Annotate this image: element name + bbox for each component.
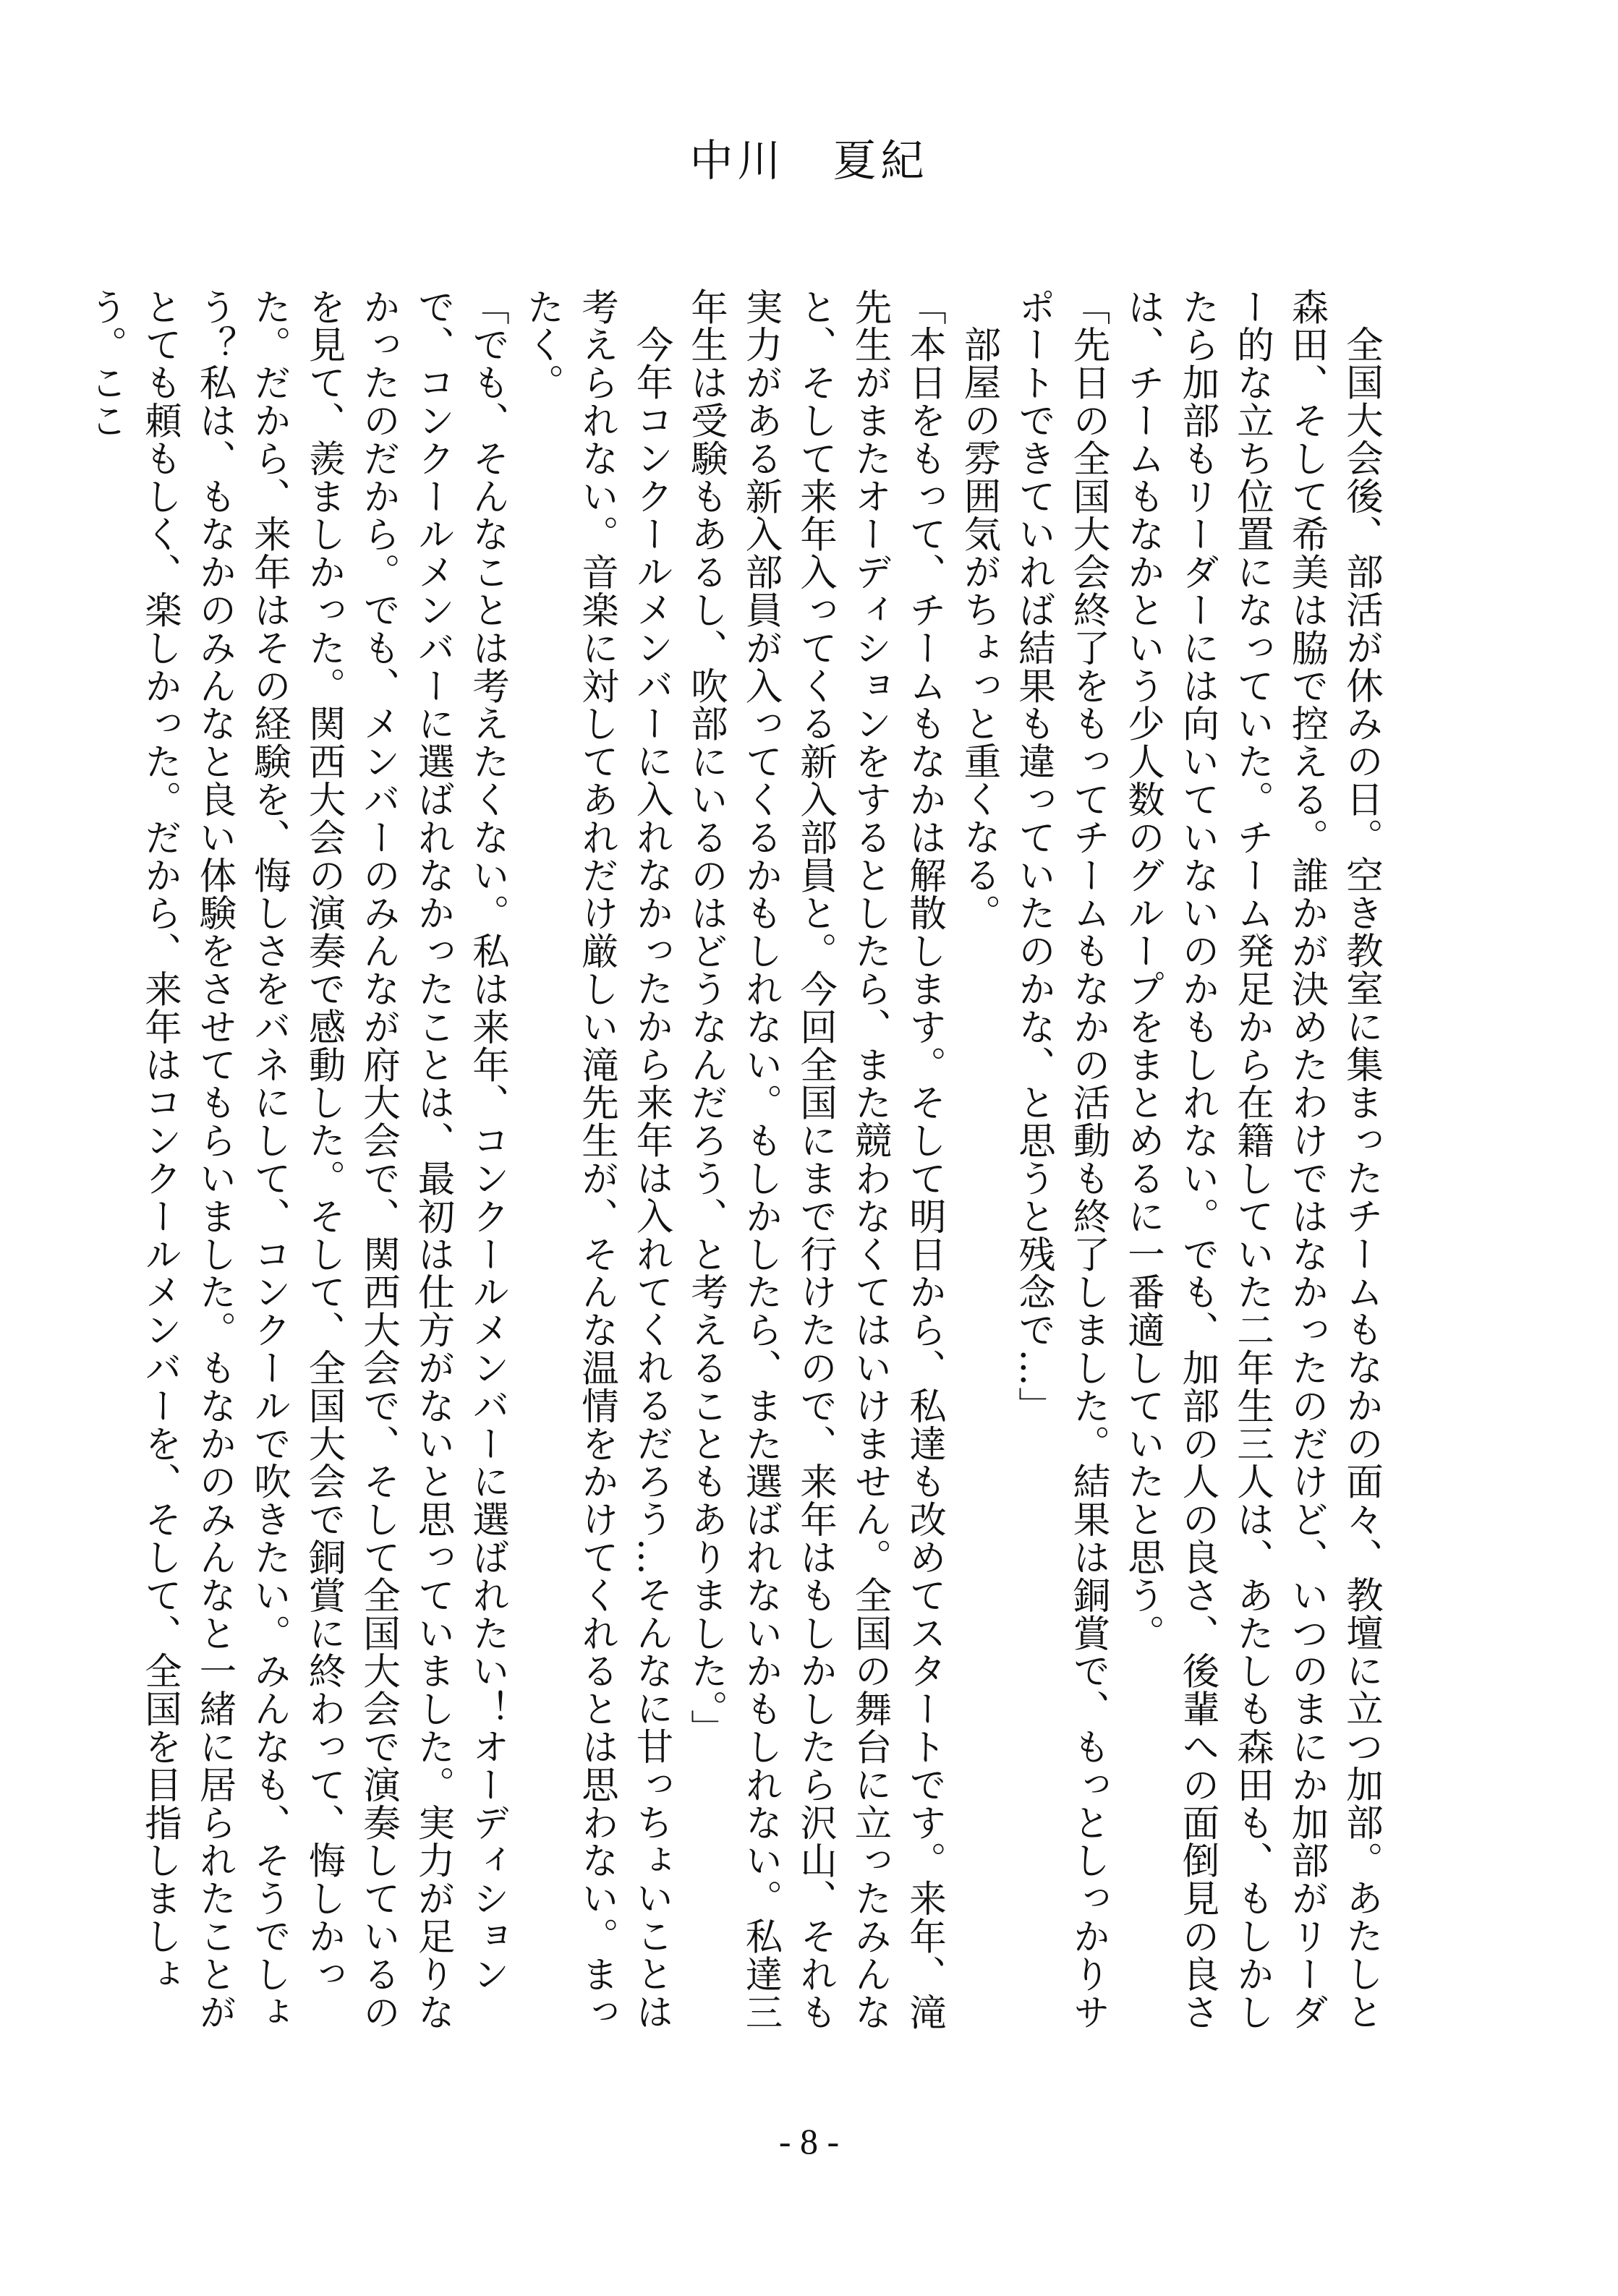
vertical-body-text [83, 288, 1388, 2052]
paragraph: 今年コンクールメンバーに入れなかったから来年は入れてくれるだろう…そんなに甘っちょいことは考えられない。音楽に対してあれだけ厳しい滝先生が、そんな温情をかけてくれるとは思わない。まったく。 [520, 288, 673, 2031]
paragraph: 「本日をもって、チームもなかは解散します。そして明日から、私達も改めてスタートです。来年、滝先生がまたオーディションをするとしたら、また競わなくてはいけません。全国の舞台に立ったみんなと、そして来年入ってくる新入部員と。今回全国にまで行けたので、来年はもしかしたら沢山、それも実力がある新入部員が入ってくるかもしれない。もしかしたら、また選ばれないかもしれない。私達三年生は受験もあるし、吹部にいるのはどうなんだろう、と考えることもありました。」 [684, 288, 946, 2031]
author-name: 中川 夏紀 [689, 136, 929, 187]
paragraph: 全国大会後、部活が休みの日。空き教室に集まったチームもなかの面々、教壇に立つ加部。あたしと森田、そして希美は脇で控える。誰かが決めたわけではなかったのだけど、いつのまにか加部がリーダー的な立ち位置になっていた。チーム発足から在籍していた二年生三人は、あたしも森田も、もしかしたら加部もリーダーには向いていないのかもしれない。でも、加部の人の良さ、後輩への面倒見の良さは、チームもなかという少人数のグループをまとめるに一番適していたと思う。 [1121, 288, 1383, 2031]
paragraph: 部屋の雰囲気がちょっと重くなる。 [957, 325, 1001, 931]
page-number: - 8 - [778, 2121, 840, 2161]
paragraph: 「先日の全国大会終了をもってチームもなかの活動も終了しました。結果は銅賞で、もっとしっかりサポートできていれば結果も違っていたのかな、と思うと残念で…」 [1012, 288, 1110, 2031]
paragraph: 「でも、そんなことは考えたくない。私は来年、コンクールメンバーに選ばれたい！オーディションで、コンクールメンバーに選ばれなかったことは、最初は仕方がないと思っていました。実力が足りなかったのだから。でも、メンバーのみんなが府大会で、関西大会で、そして全国大会で演奏しているのを見て、羨ましかった。関西大会の演奏で感動した。そして、全国大会で銅賞に終わって、悔しかった。だから、来年はその経験を、悔しさをバネにして、コンクールで吹きたい。みんなも、そうでしょう？私は、もなかのみんなと良い体験をさせてもらいました。もなかのみんなと一緒に居られたことがとても頼もしく、楽しかった。だから、来年はコンクールメンバーを、そして、全国を目指しましょう。ここ [83, 288, 509, 2031]
